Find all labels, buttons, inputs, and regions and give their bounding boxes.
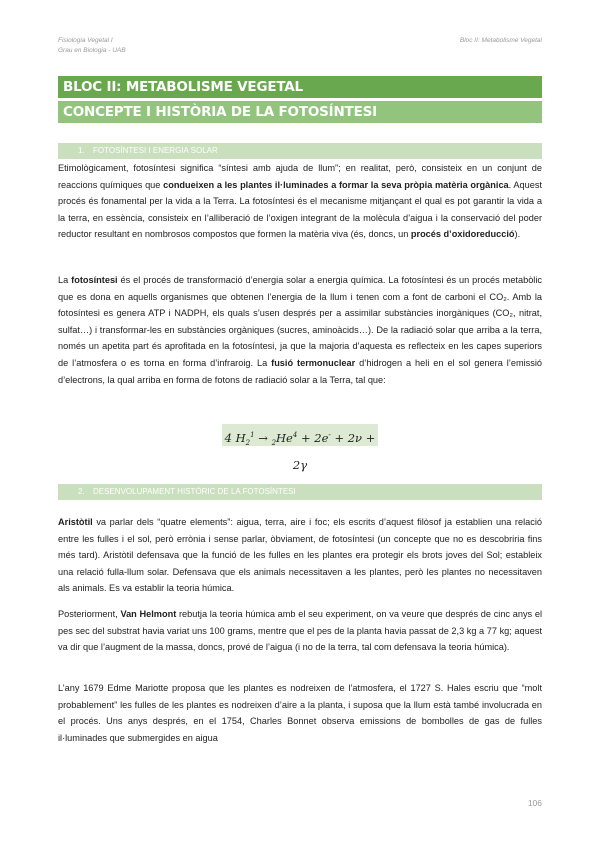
eq-part: + 2ν + 2γ: [292, 430, 376, 473]
paragraph-van-helmont: [58, 606, 542, 656]
section-heading-1: [58, 143, 542, 159]
bold-run: procés d’oxidoreducció: [410, 229, 515, 240]
running-header-left: [58, 36, 126, 56]
eq-part: + 2e: [297, 430, 329, 445]
text-run: és el procés de transformació d’energia solar a energia química. La fotosíntesi és un procés metabòlic que es dona en aquells organismes que obtenen l’energia de la llum i tenen com a font de carboni el CO₂. Amb la fotosíntesi es genera ATP i NADPH, els quals s’usen després per a assimilar substàncies inorgàniques (CO₂, nitrat, sulfat…) i transformar-les en substàncies orgàniques (sucres, aminoàcids…). De la radiació solar que arriba a la terra, només un apetita part és aprofitada en la fotosíntesi, ja que la majoria d’aquesta es reflecteix en les capes superiors de l’atmosfera o es torna en forma d’infraroig. La: [58, 275, 542, 368]
paragraph-mariotte: [58, 680, 542, 746]
text-run: d’hidrogen a heli en el sol genera l’emissió d’electrons, la qual arriba en forma de fotons de radiació solar a la Terra, tal que:: [58, 357, 542, 385]
eq-sup: 1: [250, 431, 255, 439]
bold-run: fotosíntesi: [71, 275, 118, 285]
eq-sup: -: [328, 431, 331, 439]
text-run: Etimològicament, fotosíntesi significa “síntesi amb ajuda de llum”; en realitat, però, consisteix en un conjunt de reaccions químiques que: [58, 163, 542, 190]
bold-run: Aristòtil: [58, 517, 93, 527]
text-run: va parlar dels “quatre elements”: aigua, terra, aire i foc; els escrits d’aquest filòsof ja establien una relació entre les fulles i el sol, però errònia i sense parlar, òbviament, de fotosíntesi (un concepte que no es descobriria fins més tard). Aristòtil defensava que la funció de les fulles en les plantes era protegir els brots joves del Sol; estableix una relació fulla-llum solar. Defensava que els animals necessitaven a les plantes, però les plantes no necessitaven als animals. Es va establir la teoria húmica.: [58, 517, 542, 594]
text-run: . Aquest procés és fonamental per la vida a la Terra. La fotosíntesi és el mecanisme mitjançant el qual es pot garantir la vida a la terra, en essència, consisteix en l’alliberació de l’oxigen integrant de la molècula d’aigua i la conservació del poder reductor resultant en nombrosos compostos que formen la matèria viva (és, doncs, un: [58, 179, 543, 240]
text-run: L’any 1679 Edme Mariotte proposa que les plantes es nodreixen de l’atmosfera, el 1727 S. Hales escriu que “molt probablement” les fulles de les plantes es nodreixen d’aire a la planta, i suposa que la llum està també involucrada en el procés. Uns anys després, en el 1754, Charles Bonnet observa emissions de bombolles de gas de fulles il·luminades que submergides en aigua: [58, 683, 542, 743]
running-header-right: Bloc II: Metabolisme Vegetal: [459, 37, 542, 44]
paragraph-photosynthesis: [58, 272, 542, 388]
eq-sub: 2: [245, 439, 251, 448]
section-heading-2: [58, 484, 542, 500]
eq-part: He: [276, 430, 293, 445]
eq-part: 4 H: [224, 430, 246, 445]
page-number: 106: [527, 798, 542, 808]
eq-sup: 4: [292, 431, 298, 439]
bold-run: condueixen a les plantes il·luminades a formar la seva pròpia matèria orgànica: [163, 179, 509, 190]
text-run: rebutja la teoria húmica amb el seu experiment, on va veure que després de cinc anys el pes sec del substrat havia variat uns 100 grams, mentre que el pes de la planta havia passat de 2,3 kg a 77 kg; aquest va dir que l’augment de la massa, doncs, prové de l’aigua (i no de la terra, tal com defensava la teoria húmica).: [58, 609, 543, 653]
section-title: FOTOSÍNTESI I ENERGIA SOLAR: [93, 146, 218, 155]
header-course: Fisiologia Vegetal I: [58, 37, 113, 44]
text-run: Posteriorment,: [58, 609, 121, 619]
section-number: 2.: [78, 487, 85, 496]
chapter-title: CONCEPTE I HISTÒRIA DE LA FOTOSÍNTESI: [58, 101, 542, 123]
bloc-title: BLOC II: METABOLISME VEGETAL: [58, 76, 542, 98]
paragraph-etymology: [58, 160, 542, 243]
text-run: La: [58, 275, 72, 285]
eq-sub: 2: [271, 439, 277, 448]
section-title: DESENVOLUPAMENT HISTÒRIC DE LA FOTOSÍNTESI: [93, 487, 296, 496]
section-number: 1.: [78, 146, 85, 155]
bold-run: fusió termonuclear: [271, 357, 356, 368]
eq-arrow: →: [254, 430, 272, 445]
header-degree: Grau en Biologia - UAB: [58, 47, 126, 54]
text-run: ).: [514, 229, 521, 240]
paragraph-aristotle: [58, 514, 542, 597]
bold-run: Van Helmont: [120, 609, 177, 619]
